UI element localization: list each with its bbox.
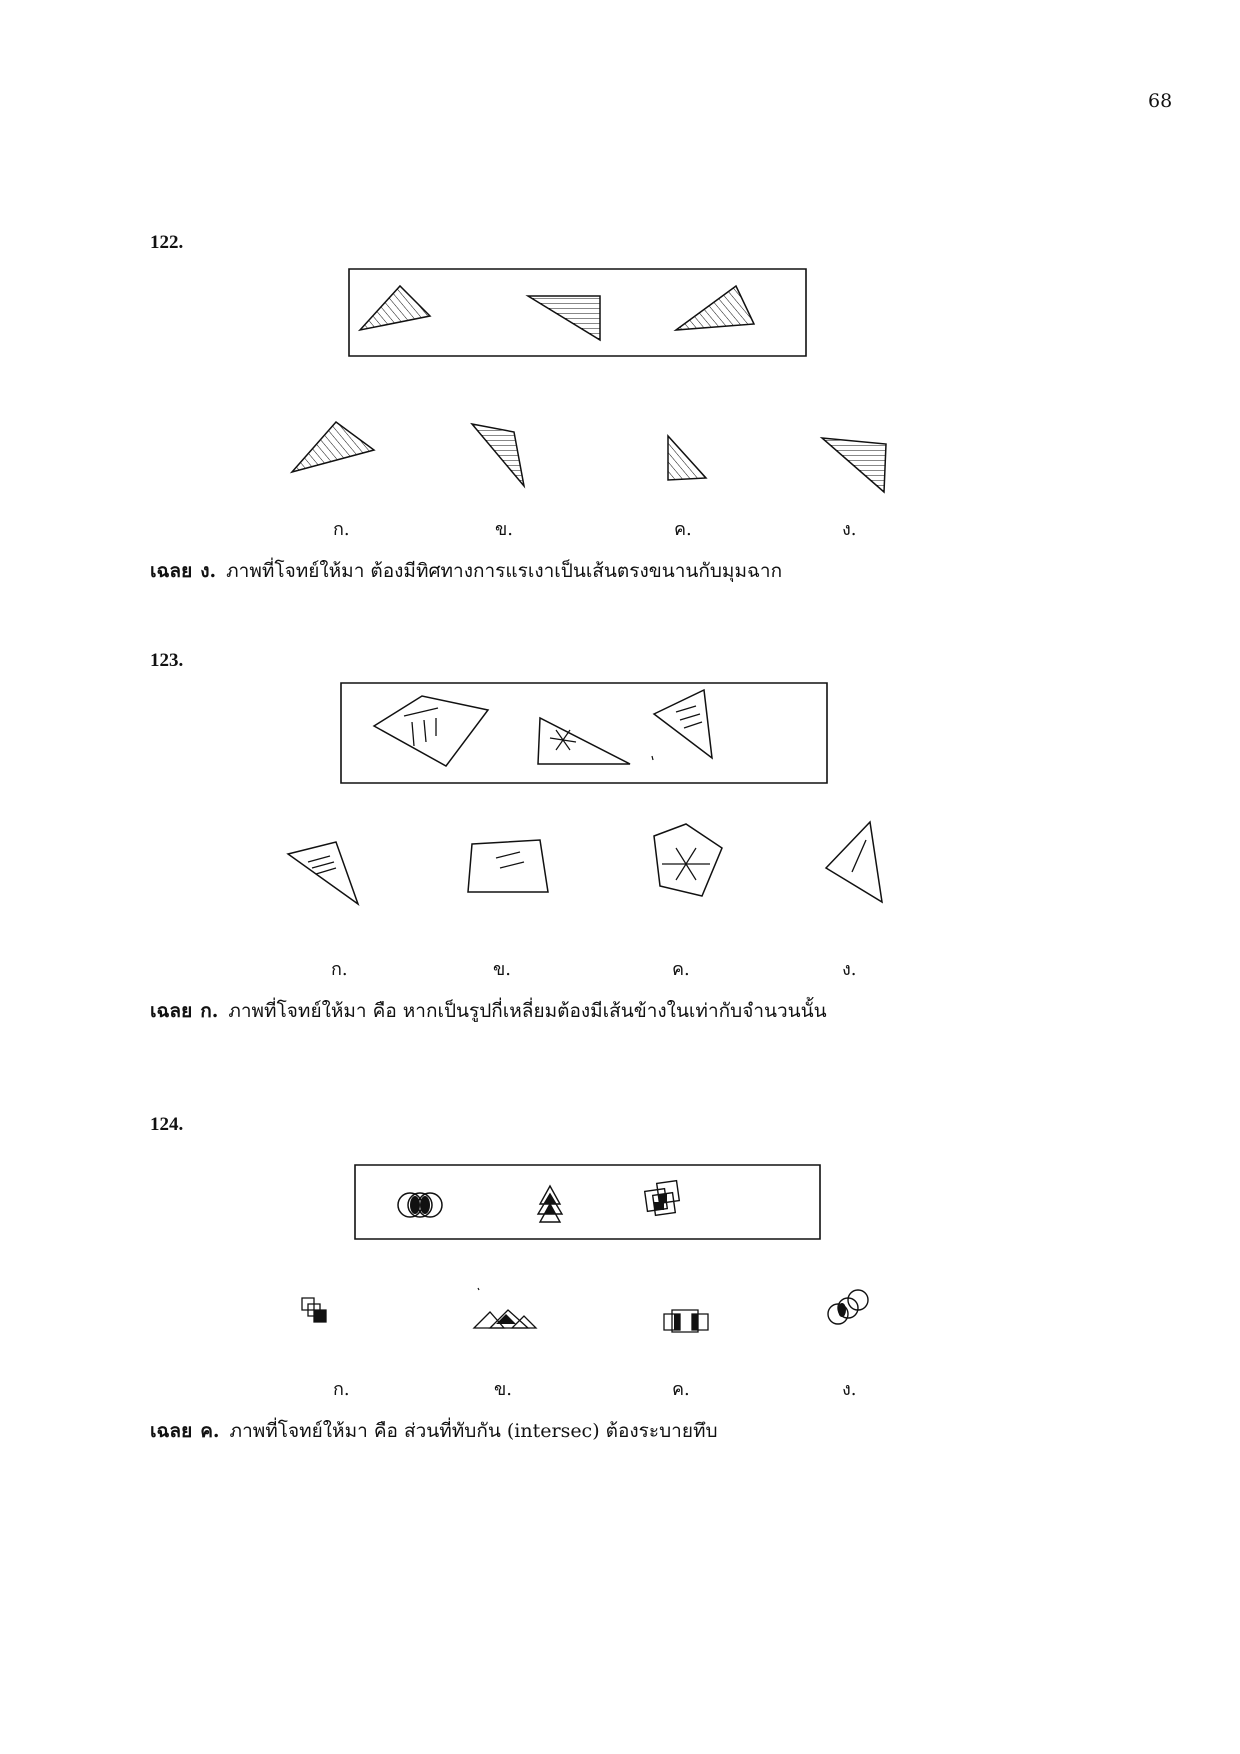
option-c-triangle xyxy=(668,436,706,480)
answer-line xyxy=(150,996,827,1026)
prompt-triangle-star xyxy=(538,718,630,764)
option-a-triangle xyxy=(292,422,374,472)
question-number: 122. xyxy=(150,232,184,253)
option-label-a: ก. xyxy=(331,959,348,980)
q123-options-figure xyxy=(286,818,906,908)
answer-text: ภาพที่โจทย์ให้มา คือ หากเป็นรูปกี่เหลี่ยมต้องมีเส้นข้างในเท่ากับจำนวนนั้น xyxy=(228,1000,827,1022)
q124-prompt-figure xyxy=(354,1164,822,1242)
answer-key: เฉลย xyxy=(150,1000,193,1022)
option-label-b: ข. xyxy=(495,519,514,540)
answer-choice: ค. xyxy=(200,1420,220,1442)
option-b-triangle xyxy=(472,424,524,486)
answer-choice: ง. xyxy=(200,560,217,582)
question-number: 124. xyxy=(150,1114,184,1135)
answer-choice: ก. xyxy=(200,1000,219,1022)
q123-prompt-figure xyxy=(340,682,830,786)
answer-line xyxy=(150,1416,718,1446)
prompt-triangle-2 xyxy=(528,296,600,340)
answer-key: เฉลย xyxy=(150,1420,193,1442)
option-d-triangle xyxy=(826,822,882,902)
answer-text: ภาพที่โจทย์ให้มา ต้องมีทิศทางการแรเงาเป็นเส้นตรงขนานกับมุมฉาก xyxy=(226,560,783,582)
option-label-d: ง. xyxy=(842,1379,857,1400)
option-label-c: ค. xyxy=(672,959,690,980)
question-number: 123. xyxy=(150,650,184,671)
option-label-d: ง. xyxy=(842,519,857,540)
option-label-b: ข. xyxy=(493,959,512,980)
q122-options-figure xyxy=(288,420,908,500)
option-label-a: ก. xyxy=(333,1379,350,1400)
option-label-a: ก. xyxy=(333,519,350,540)
prompt-triangle-lines xyxy=(654,690,712,758)
option-label-c: ค. xyxy=(674,519,692,540)
option-label-c: ค. xyxy=(672,1379,690,1400)
option-label-d: ง. xyxy=(842,959,857,980)
prompt-quadrilateral xyxy=(374,696,488,766)
page-number: 68 xyxy=(1148,90,1173,112)
answer-line xyxy=(150,556,782,586)
option-a-triangle xyxy=(288,842,358,904)
q122-prompt-figure xyxy=(348,268,808,358)
answer-key: เฉลย xyxy=(150,560,193,582)
option-d-triangle xyxy=(822,438,886,492)
option-label-b: ข. xyxy=(494,1379,513,1400)
q124-options-figure xyxy=(296,1284,900,1344)
prompt-triangle-1 xyxy=(360,286,430,330)
prompt-triangle-3 xyxy=(676,286,754,330)
answer-text: ภาพที่โจทย์ให้มา คือ ส่วนที่ทับกัน (intersec) ต้องระบายทึบ xyxy=(229,1420,718,1442)
